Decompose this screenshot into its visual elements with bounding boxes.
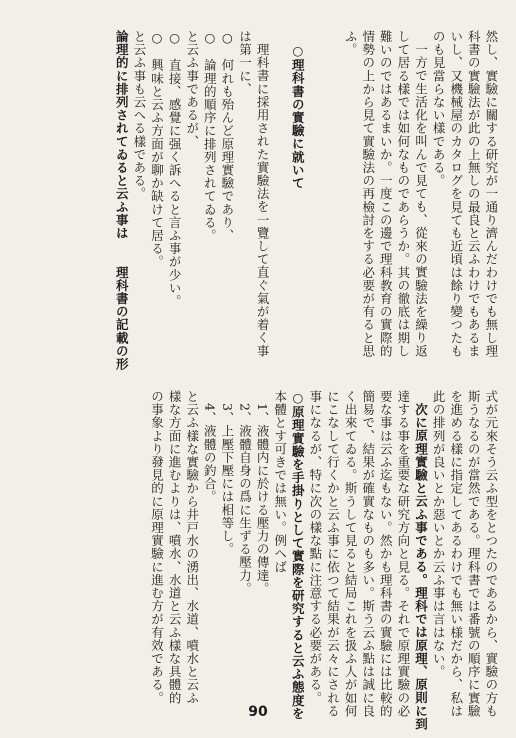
lower-block-line: 樣な方面に進むよりは、噴水、水道と云ふ樣な具體的	[167, 390, 183, 705]
lower-block-line: 要な事は云ふ迄もない。然かも理科書の實驗には比較的	[378, 390, 394, 718]
lower-block-line: く出來てゐる。斯うして見ると結局これを扱ふ人が如何	[343, 390, 359, 718]
upper-block-line: ○ 直接、感覺に强く訴へると言ふ事が少い。	[167, 30, 183, 308]
lower-block-line: 次に原理實驗と云ふ事である。理科では原理、原則に到	[413, 403, 429, 731]
lower-block-line: にこなして行くかと云ふ事に依つて結果が云々にされる	[325, 390, 341, 718]
page-number: 90	[248, 704, 268, 720]
lower-block-line: 本體とす可きでは無い。例へば	[272, 390, 288, 574]
lower-block-line: 3、上壓下壓には相等し。	[219, 403, 235, 556]
upper-block-line: のも見當らない樣である。	[431, 30, 447, 188]
lower-block-line: 簡易で、結果が確實なものも多い。斯う云ふ點は誠に良	[360, 390, 376, 718]
lower-block-line: 事になるが、特に次の樣な點に注意する必要がある。	[307, 390, 323, 705]
upper-block-line: ○ 論理的順序に排列されてゐる。	[202, 30, 218, 243]
upper-block-line: と云ふ事であるが、	[184, 30, 200, 148]
upper-block-line: ○理科書の實驗に就いて	[290, 43, 306, 190]
lower-block-line: 2、液體自身の爲に生ずる壓力。	[237, 403, 253, 595]
upper-block-line: 情勢の上から見て實驗法の再檢討をする必要が有ると思	[360, 30, 376, 358]
upper-block-line: 論理的に排列されてゐると云ふ事は 理科書の記載の形	[114, 30, 130, 371]
upper-block-line: 理科書に採用された實驗法を一覽して直ぐ氣が着く事	[255, 43, 271, 358]
upper-block-line: と云ふ事も云へる樣である。	[131, 30, 147, 201]
lower-block-line: 達する事を重要な研究方向と見る。それで原理實驗の必	[395, 390, 411, 718]
upper-block-line: は第一に、	[237, 30, 253, 96]
lower-block-line: ○原理實驗を手掛りとして實際を研究すると云ふ態度を	[290, 390, 306, 720]
lower-block-line: 此の排列が良いとか惡いとか云ふ事は言はない。	[431, 390, 447, 679]
upper-block-line: して居る樣では如何なものであらうか。其の徹底は期し	[395, 30, 411, 358]
upper-block-line: 難いのではあるまいか。一度この邊で理科教育の實際的	[378, 30, 394, 358]
upper-block-line: ふ。	[343, 30, 359, 57]
lower-block-line: 斯うなるのが當然である。理科書では番號の順序に實驗	[466, 390, 482, 718]
lower-block-line: 式が元來そう云ふ型をとつたのであるから、實驗の方も	[483, 390, 499, 718]
upper-block-line: いし、又機械屋のカタログを見ても近頃は餘り變つたも	[448, 30, 464, 358]
upper-block-line: 一方で生活化を叫んで見ても、從來の實驗法を繰り返	[413, 43, 429, 358]
lower-block-line: 4、液體の釣合。	[202, 403, 218, 504]
lower-block-line: を進める樣に指定してあるわけでも無い様だから、私は	[448, 390, 464, 718]
upper-block-line: ○ 興味と云ふ方面が聊か缺けて居る。	[149, 30, 165, 269]
lower-block-line: の事象より發見的に原理實驗に進む方が有效である。	[149, 390, 165, 705]
lower-block-line: 1、液體内に於ける壓力の傳達。	[255, 403, 271, 595]
upper-block-line: ○ 何れも殆んど原理實驗であり、	[219, 30, 235, 243]
upper-block-line: 然し、實驗に關する研究が一通り濟んだわけでも無し理	[483, 30, 499, 358]
upper-block-line: 科書の實驗法が此の上無しの最良と云ふわけでもあるま	[466, 30, 482, 358]
lower-block-line: と云ふ樣な實驗から井戸水の湧出、水道、噴水と云ふ	[184, 390, 200, 705]
